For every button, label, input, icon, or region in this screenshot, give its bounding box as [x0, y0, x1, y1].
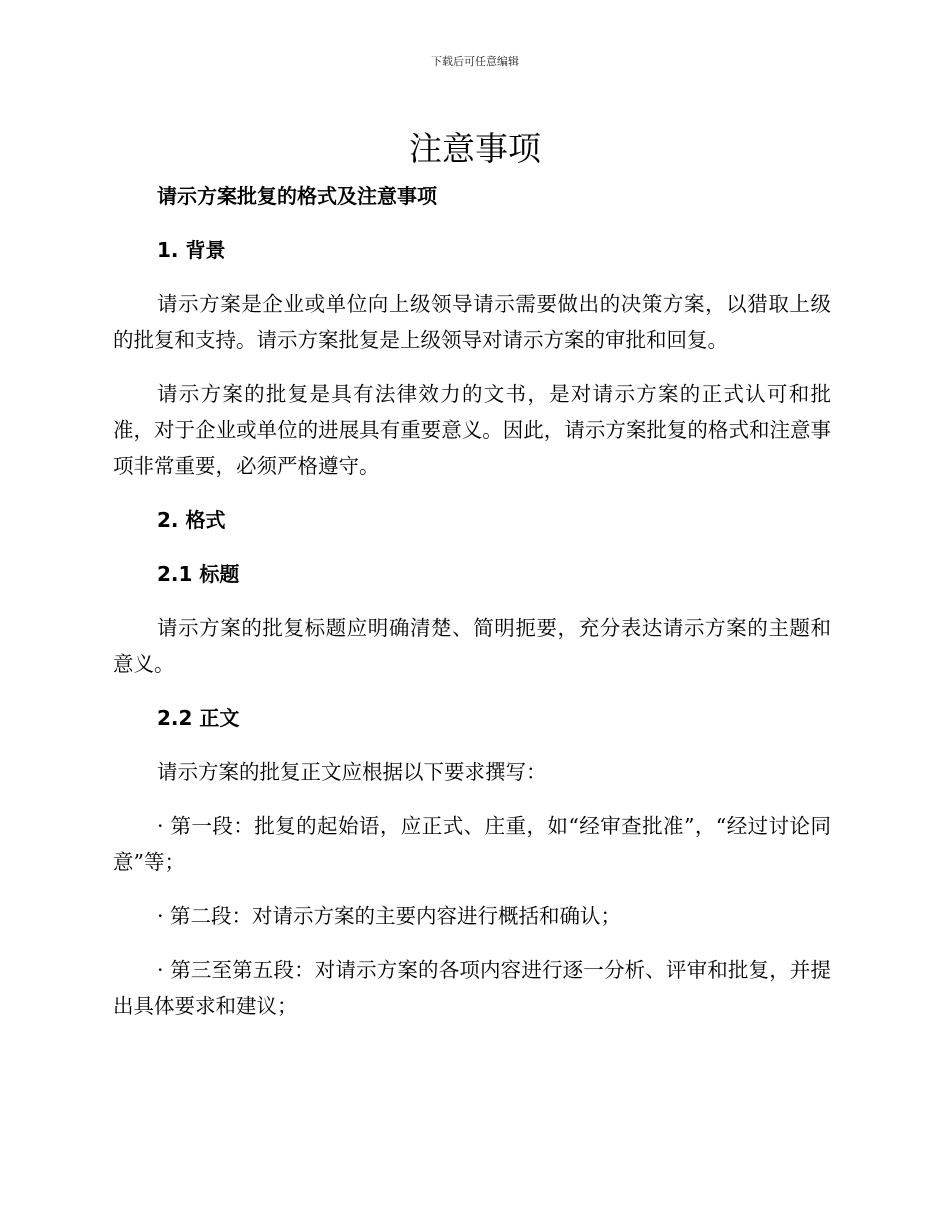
bullet-item: · 第一段：批复的起始语，应正式、庄重，如“经审查批准”，“经过讨论同意”等；	[113, 814, 831, 874]
bullet-item: · 第二段：对请示方案的主要内容进行概括和确认；	[157, 904, 622, 928]
subsection-heading-body: 2.2 正文	[157, 706, 240, 730]
document-subtitle: 请示方案批复的格式及注意事项	[157, 184, 437, 208]
paragraph: 请示方案是企业或单位向上级领导请示需要做出的决策方案，以猎取上级的批复和支持。请示方案批复是上级领导对请示方案的审批和回复。	[113, 292, 831, 352]
paragraph: 请示方案的批复标题应明确清楚、简明扼要，充分表达请示方案的主题和意义。	[113, 616, 831, 676]
page-header-note: 下载后可任意编辑	[431, 55, 519, 68]
section-heading-background: 1. 背景	[157, 238, 226, 262]
document-title: 注意事项	[409, 129, 541, 168]
paragraph: 请示方案的批复是具有法律效力的文书，是对请示方案的正式认可和批准，对于企业或单位的进展具有重要意义。因此，请示方案批复的格式和注意事项非常重要，必须严格遵守。	[113, 382, 831, 478]
section-heading-format: 2. 格式	[157, 508, 226, 532]
subsection-heading-title: 2.1 标题	[157, 562, 240, 586]
paragraph: 请示方案的批复正文应根据以下要求撰写：	[157, 760, 547, 784]
document-body	[113, 178, 831, 1042]
bullet-item: · 第三至第五段：对请示方案的各项内容进行逐一分析、评审和批复，并提出具体要求和建议；	[113, 958, 831, 1018]
